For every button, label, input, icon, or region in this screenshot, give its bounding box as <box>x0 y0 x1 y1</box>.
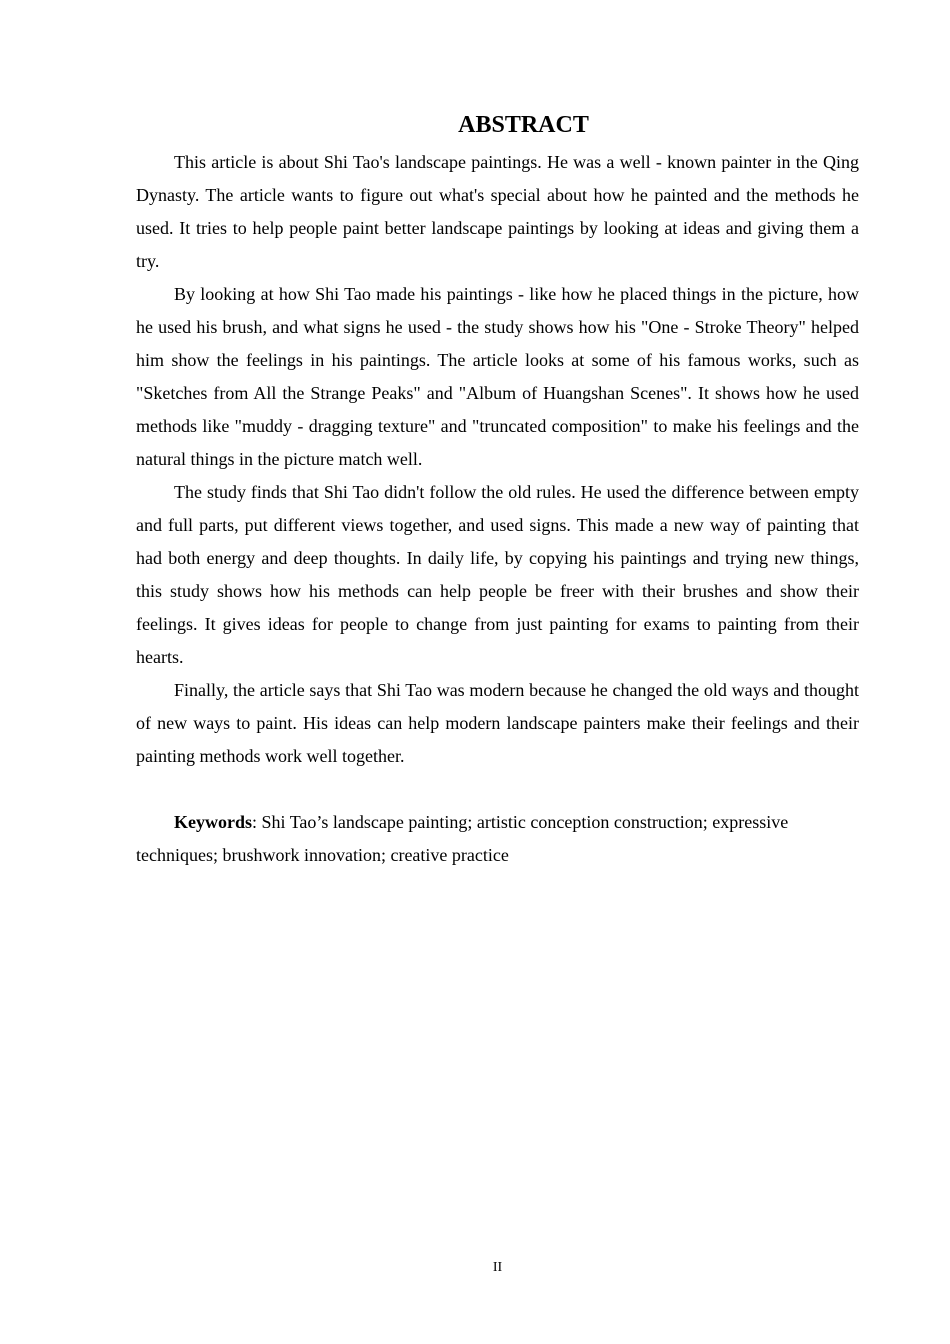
keywords-text: : Shi Tao’s landscape painting; artistic conception construction; expressive techniques; brushwork innovation; creative practice <box>136 812 789 865</box>
abstract-paragraph-3: The study finds that Shi Tao didn't follow the old rules. He used the difference between empty and full parts, put different views together, and used signs. This made a new way of painting that had both energy and deep thoughts. In daily life, by copying his paintings and trying new things, this study shows how his methods can help people be freer with their brushes and show their feelings. It gives ideas for people to change from just painting for exams to painting from their hearts. <box>136 482 859 667</box>
abstract-title: ABSTRACT <box>458 112 589 138</box>
abstract-paragraph-1: This article is about Shi Tao's landscape paintings. He was a well - known painter in the Qing Dynasty. The article wants to figure out what's special about how he painted and the methods he used. It tries to help people paint better landscape paintings by looking at ideas and giving them a try. <box>136 152 859 271</box>
keywords-line <box>136 806 859 872</box>
abstract-paragraph-2: By looking at how Shi Tao made his paintings - like how he placed things in the picture, how he used his brush, and what signs he used - the study shows how his "One - Stroke Theory" helped him show the feelings in his paintings. The article looks at some of his famous works, such as "Sketches from All the Strange Peaks" and "Album of Huangshan Scenes". It shows how he used methods like "muddy - dragging texture" and "truncated composition" to make his feelings and the natural things in the picture match well. <box>136 284 859 469</box>
page-number: II <box>492 1260 503 1275</box>
abstract-section <box>136 108 859 872</box>
abstract-paragraph-4: Finally, the article says that Shi Tao was modern because he changed the old ways and thought of new ways to paint. His ideas can help modern landscape painters make their feelings and their painting methods work well together. <box>136 680 859 766</box>
keywords-label: Keywords <box>174 812 252 832</box>
